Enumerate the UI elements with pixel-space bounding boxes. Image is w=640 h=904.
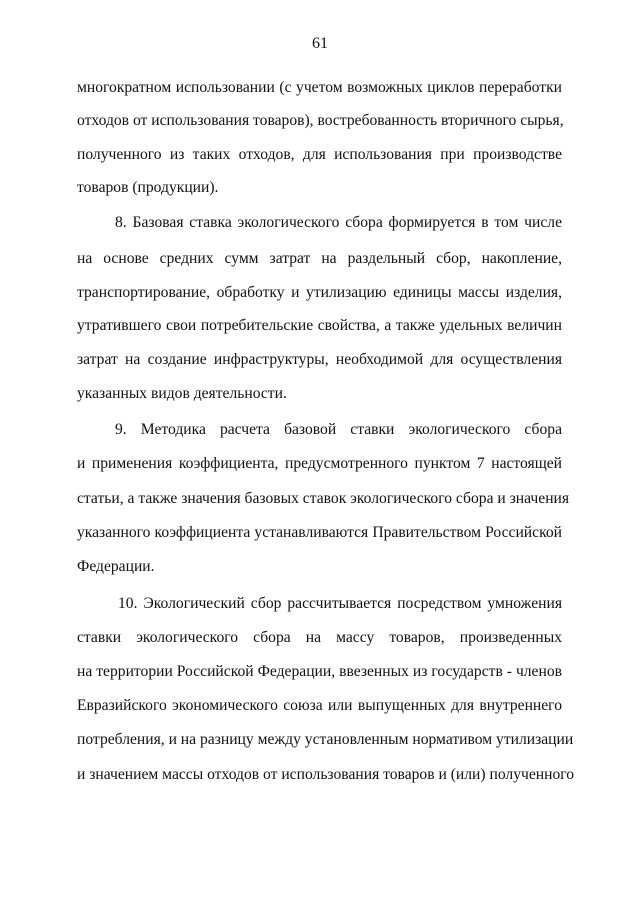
text-line: ставки экологического сбора на массу товаров, произведенных <box>77 629 562 646</box>
text-line: 8. Базовая ставка экологического сбора формируется в том числе <box>115 214 562 231</box>
text-line: отходов от использования товаров), востребованность вторичного сырья, <box>77 112 564 129</box>
text-line: 10. Экологический сбор рассчитывается посредством умножения <box>118 595 562 612</box>
text-line: утратившего свои потребительские свойства, а также удельных величин <box>77 317 562 334</box>
text-line: полученного из таких отходов, для использования при производстве <box>77 146 562 163</box>
text-line: транспортирование, обработку и утилизацию единицы массы изделия, <box>77 284 562 301</box>
text-line: и применения коэффициента, предусмотренного пунктом 7 настоящей <box>77 455 562 472</box>
text-line: указанного коэффициента устанавливаются Правительством Российской <box>77 524 562 541</box>
text-line: на основе средних сумм затрат на раздельный сбор, накопление, <box>77 250 562 267</box>
text-line: потребления, и на разницу между установленным нормативом утилизации <box>77 731 574 748</box>
text-line: Федерации. <box>77 558 155 575</box>
text-line: многократном использовании (с учетом возможных циклов переработки <box>77 79 562 96</box>
text-line: 9. Методика расчета базовой ставки экологического сбора <box>115 421 562 438</box>
text-line: указанных видов деятельности. <box>77 385 287 402</box>
page-number: 61 <box>312 35 328 52</box>
text-line: Евразийского экономического союза или выпущенных для внутреннего <box>77 697 562 714</box>
text-line: товаров (продукции). <box>77 179 219 196</box>
text-line: и значением массы отходов от использования товаров и (или) полученного <box>77 766 575 783</box>
text-line: на территории Российской Федерации, ввезенных из государств - членов <box>77 663 562 680</box>
text-line: статьи, а также значения базовых ставок экологического сбора и значения <box>77 490 570 507</box>
text-line: затрат на создание инфраструктуры, необходимой для осуществления <box>77 351 562 368</box>
